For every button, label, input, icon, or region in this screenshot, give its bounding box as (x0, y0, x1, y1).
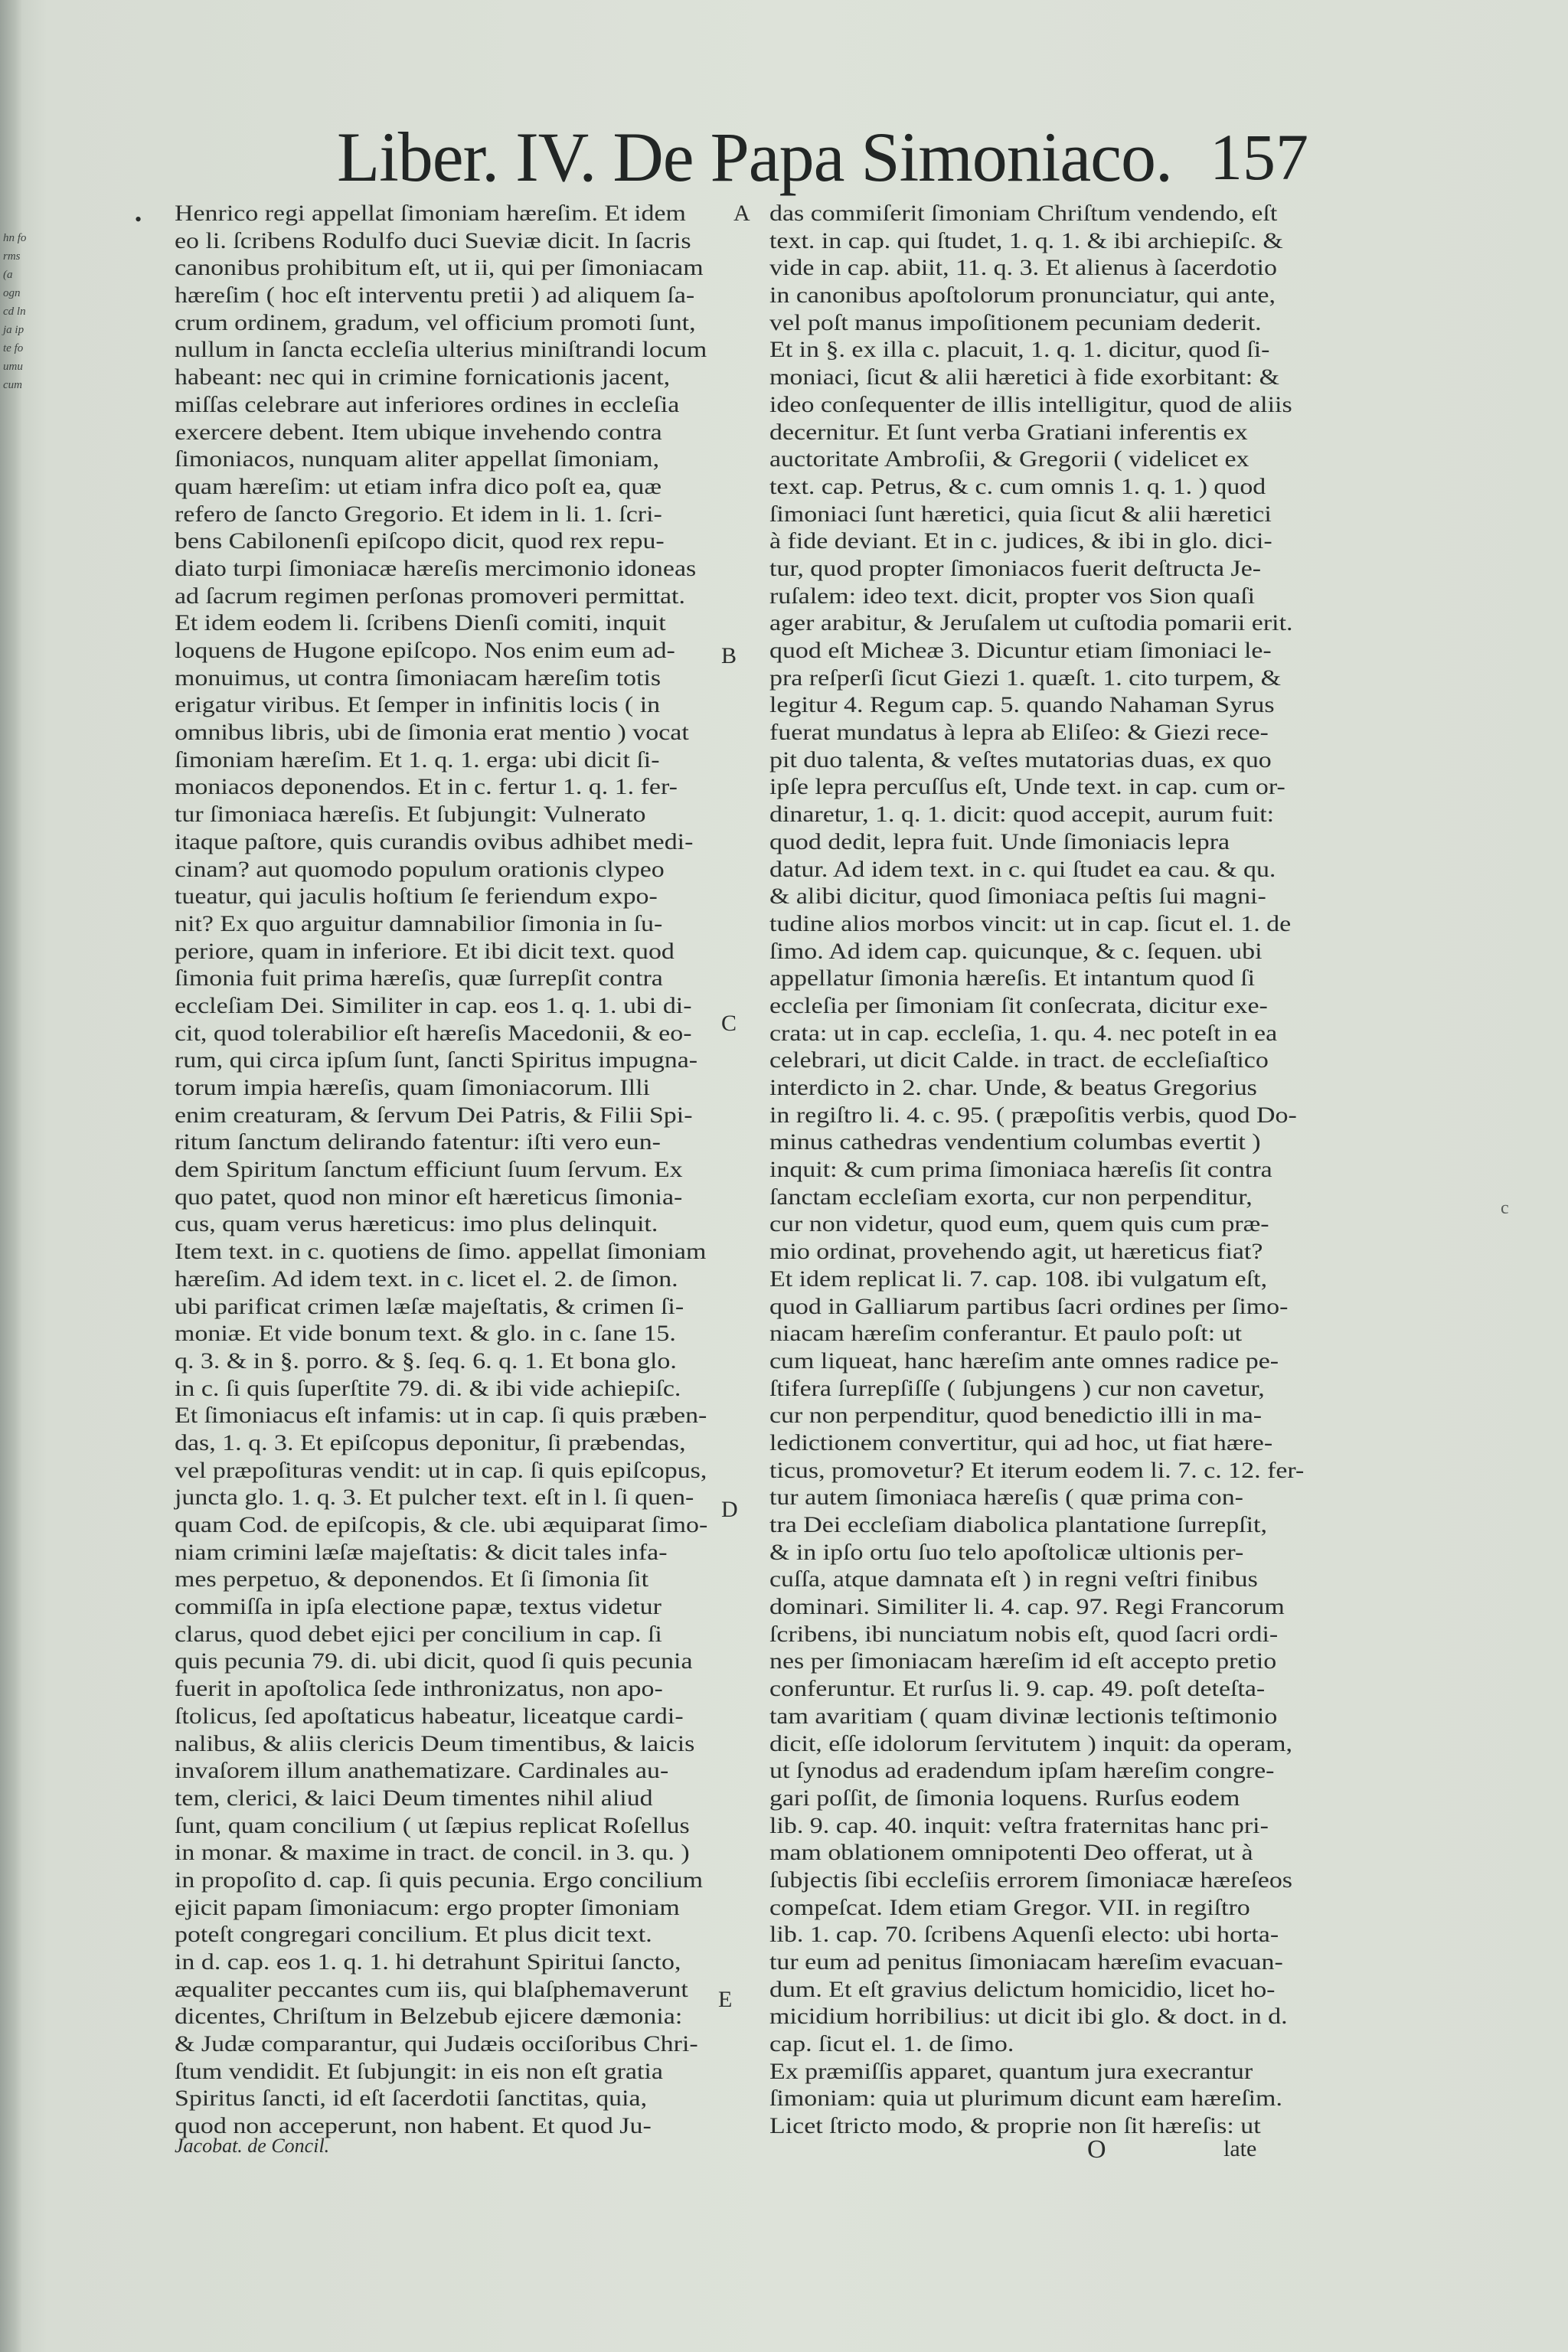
text-line: celebrari, ut dicit Calde. in tract. de eccleſiaſtico (769, 1048, 1269, 1073)
text-line: torum impia hæreſis, quam ſimoniacorum. Illi (175, 1076, 650, 1100)
text-line: Et ſimoniacus eſt infamis: ut in cap. ſi quis præben- (175, 1403, 707, 1429)
running-title: Liber. IV. De Papa Simoniaco. (337, 118, 1172, 196)
text-line: dominari. Similiter li. 4. cap. 97. Regi Francorum (769, 1595, 1285, 1620)
text-line: vel præpoſituras vendit: ut in cap. ſi quis epiſcopus, (175, 1458, 707, 1483)
text-line: in regiſtro li. 4. c. 95. ( præpoſitis verbis, quod Do- (769, 1102, 1297, 1128)
text-line: conferuntur. Et rurſus li. 9. cap. 49. poſt deteſta- (769, 1677, 1266, 1702)
text-line: tur eum ad penitus ſimoniacam hæreſim evacuan- (769, 1950, 1283, 1975)
text-line: dem Spiritum ſanctum efficiunt ſuum ſervum. Ex (175, 1158, 683, 1183)
text-line: text. cap. Petrus, & c. cum omnis 1. q. 1. ) quod (769, 474, 1266, 499)
text-line: moniæ. Et vide bonum text. & glo. in c. ſane 15. (175, 1321, 676, 1347)
text-line: eccleſiam Dei. Similiter in cap. eos 1. q. 1. ubi di- (175, 993, 692, 1018)
text-line: ideo conſequenter de illis intelligitur, quod de aliis (769, 392, 1292, 417)
margin-mark-c: c (1501, 1198, 1509, 1218)
text-line: text. in cap. qui ſtudet, 1. q. 1. & ibi archiepiſc. & (769, 228, 1283, 253)
text-line: moniacos deponendos. Et in c. fertur 1. q. 1. fer- (175, 775, 678, 800)
text-line: eo li. ſcribens Rodulfo duci Sueviæ dicit. In ſacris (175, 228, 691, 253)
text-line: in c. ſi quis ſuperſtite 79. di. & ibi vide achiepiſc. (175, 1376, 681, 1401)
text-line: niam crimini læſæ majeſtatis: & dicit tales infa- (175, 1540, 668, 1565)
text-line: tam avaritiam ( quam divinæ lectionis teſtimonio (769, 1704, 1278, 1729)
adjacent-page-fragment: hn fo (3, 232, 27, 244)
signature-mark: O (1087, 2135, 1106, 2164)
adjacent-page-edge (0, 0, 27, 2352)
text-line: æqualiter peccantes cum iis, qui blaſphemaverunt (175, 1977, 688, 2002)
text-line: periore, quam in inferiore. Et ibi dicit text. quod (175, 939, 675, 964)
margin-bullet: • (135, 208, 142, 230)
text-line: in d. cap. eos 1. q. 1. hi detrahunt Spiritui ſancto, (175, 1950, 681, 1975)
text-line: quam hæreſim: ut etiam infra dico poſt ea, quæ (175, 474, 662, 499)
text-line: ſtum vendidit. Et ſubjungit: in eis non eſt gratia (175, 2059, 663, 2084)
text-line: & Judæ comparantur, qui Judæis occiſoribus Chri- (175, 2032, 698, 2057)
text-line: das commiſerit ſimoniam Chriſtum vendendo, eſt (769, 201, 1278, 226)
text-line: nullum in ſancta eccleſia ulterius miniſtrandi locum (175, 338, 707, 363)
text-line: pra reſperſi ſicut Giezi 1. quæſt. 1. cito turpem, & (769, 665, 1281, 691)
text-line: tur, quod propter ſimoniacos fuerit deſtructa Je- (769, 556, 1262, 581)
text-line: Et idem eodem li. ſcribens Dienſi comiti, inquit (175, 611, 666, 636)
text-line: ſubjectis ſibi eccleſiis errorem ſimoniacæ hæreſeos (769, 1867, 1293, 1893)
text-line: Et idem replicat li. 7. cap. 108. ibi vulgatum eſt, (769, 1266, 1268, 1292)
text-line: inquit: & cum prima ſimoniaca hæreſis ſit contra (769, 1158, 1272, 1183)
text-line: loquens de Hugone epiſcopo. Nos enim eum ad- (175, 639, 675, 663)
text-line: ſimo. Ad idem cap. quicunque, & c. ſequen. ubi (769, 939, 1263, 964)
text-line: cinam? aut quomodo populum orationis clypeo (175, 857, 665, 882)
text-line: tem, clerici, & laici Deum timentes nihil aliud (175, 1785, 653, 1811)
text-line: cit, quod tolerabilior eſt hæreſis Macedonii, & eo- (175, 1021, 692, 1046)
text-line: exercere debent. Item ubique invehendo contra (175, 420, 662, 445)
adjacent-page-fragment: cum (3, 379, 22, 391)
text-line: micidium horribilius: ut dicit ibi glo. & doct. in d. (769, 2004, 1288, 2030)
text-line: juncta glo. 1. q. 3. Et pulcher text. eſt in l. ſi quen- (175, 1485, 694, 1511)
text-line: crata: ut in cap. eccleſia, 1. qu. 4. nec poteſt in ea (769, 1021, 1278, 1046)
text-line: nes per ſimoniacam hæreſim id eſt accepto pretio (769, 1649, 1277, 1674)
text-line: cus, quam verus hæreticus: imo plus delinquit. (175, 1212, 658, 1237)
text-line: Item text. in c. quotiens de ſimo. appellat ſimoniam (175, 1240, 707, 1265)
text-line: dum. Et eſt gravius delictum homicidio, licet ho- (769, 1977, 1276, 2002)
text-line: cur non videtur, quod eum, quem quis cum præ- (769, 1212, 1269, 1237)
text-line: à fide deviant. Et in c. judices, & ibi in glo. dici- (769, 529, 1272, 554)
text-line: cur non perpenditur, quod benedictio illi in ma- (769, 1403, 1263, 1429)
text-line: fuerat mundatus à lepra ab Eliſeo: & Giezi rece- (769, 720, 1269, 746)
text-line: ſunt, quam concilium ( ut ſæpius replicat Roſellus (175, 1813, 690, 1838)
text-line: refero de ſancto Gregorio. Et idem in li. 1. ſcri- (175, 501, 662, 527)
text-line: pit duo talenta, & veſtes mutatorias duas, ex quo (769, 747, 1272, 773)
section-marker-c: C (721, 1011, 737, 1036)
adjacent-page-fragment: ja ip (3, 324, 24, 336)
text-line: monuimus, ut contra ſimoniacam hæreſim totis (175, 665, 662, 691)
text-line: cuſſa, atque damnata eſt ) in regni veſtri finibus (769, 1567, 1258, 1592)
text-line: tra Dei eccleſiam diabolica plantatione ſurrepſit, (769, 1513, 1267, 1537)
text-line: lib. 1. cap. 70. ſcribens Aquenſi electo: ubi horta- (769, 1922, 1279, 1948)
text-line: ut ſynodus ad eradendum ipſam hæreſim congre- (769, 1759, 1275, 1784)
text-line: ſimoniacos, nunquam aliter appellat ſimoniam, (175, 447, 660, 472)
text-line: Ex præmiſſis apparet, quantum jura execrantur (769, 2059, 1253, 2084)
text-line: niacam hæreſim conferantur. Et paulo poſt: ut (769, 1321, 1243, 1347)
text-line: dicit, eſſe idolorum ſervitutem ) inquit: da operam, (769, 1731, 1293, 1756)
text-line: vel poſt manus impoſitionem pecuniam dederit. (769, 310, 1262, 335)
text-line: interdicto in 2. char. Unde, & beatus Gregorius (769, 1076, 1257, 1100)
text-column-left (175, 201, 726, 2141)
text-line: quod dedit, lepra fuit. Unde ſimoniacis lepra (769, 829, 1230, 854)
text-line: miſſas celebrare aut inferiores ordines in eccleſia (175, 392, 680, 417)
text-line: decernitur. Et ſunt verba Gratiani inferentis ex (769, 420, 1248, 445)
text-line: mio ordinat, provehendo agit, ut hæreticus fiat? (769, 1240, 1263, 1265)
text-line: ſimoniam: quia ut plurimum dicunt eam hæreſim. (769, 2086, 1282, 2112)
text-line: poteſt congregari concilium. Et plus dicit text. (175, 1922, 652, 1948)
text-line: ager arabitur, & Jeruſalem ut cuſtodia pomarii erit. (769, 611, 1293, 636)
text-line: itaque paſtore, quis curandis ovibus adhibet medi- (175, 829, 694, 854)
text-line: ſtolicus, ſed apoſtaticus habeatur, liceatque cardi- (175, 1704, 684, 1729)
text-line: habeant: nec qui in crimine fornicationis jacent, (175, 365, 671, 390)
text-line: in propoſito d. cap. ſi quis pecunia. Ergo concilium (175, 1867, 703, 1893)
text-line: mam oblationem omnipotenti Deo offerat, ut à (769, 1841, 1253, 1866)
text-line: minus cathedras vendentium columbas evertit ) (769, 1130, 1261, 1155)
adjacent-page-fragment: rms (3, 250, 21, 263)
text-line: gari poſſit, de ſimonia loquens. Rurſus eodem (769, 1785, 1240, 1811)
text-line: quam Cod. de epiſcopis, & cle. ubi æquiparat ſimo- (175, 1513, 708, 1537)
adjacent-page-fragment: cd ln (3, 305, 26, 318)
text-line: mes perpetuo, & deponendos. Et ſi ſimonia ſit (175, 1567, 649, 1592)
text-line: cap. ſicut el. 1. de ſimo. (769, 2032, 1014, 2057)
text-line: quod non acceperunt, non habent. Et quod Ju- (175, 2114, 652, 2139)
section-marker-e: E (718, 1987, 733, 2012)
text-line: ledictionem convertitur, qui ad hoc, ut fiat hære- (769, 1430, 1273, 1455)
catchword-right: late (1223, 2136, 1257, 2161)
text-line: tueatur, qui jaculis hoſtium ſe feriendum expo- (175, 884, 658, 910)
text-line: crum ordinem, gradum, vel officium promoti ſunt, (175, 310, 696, 335)
text-line: in canonibus apoſtolorum pronunciatur, qui ante, (769, 283, 1276, 309)
text-line: ruſalem: ideo text. dicit, propter vos Sion quaſi (769, 583, 1256, 609)
page-header (337, 115, 1332, 199)
text-line: & in ipſo ortu ſuo telo apoſtolicæ ultionis per- (769, 1540, 1244, 1565)
text-line: hæreſim ( hoc eſt interventu pretii ) ad aliquem ſa- (175, 283, 695, 309)
text-line: quod eſt Micheæ 3. Dicuntur etiam ſimoniaci le- (769, 639, 1272, 663)
text-line: ſanctam eccleſiam exorta, cur non perpenditur, (769, 1184, 1253, 1210)
text-line: ipſe lepra percuſſus eſt, Unde text. in cap. cum or- (769, 775, 1285, 800)
text-line: ſimoniam hæreſim. Et 1. q. 1. erga: ubi dicit ſi- (175, 747, 660, 773)
text-line: enim creaturam, & ſervum Dei Patris, & Filii Spi- (175, 1102, 693, 1128)
adjacent-page-fragment: (a (3, 269, 13, 281)
text-line: commiſſa in ipſa electione papæ, textus videtur (175, 1595, 662, 1620)
text-line: diato turpi ſimoniacæ hæreſis mercimonio idoneas (175, 556, 697, 581)
text-line: cum liqueat, hanc hæreſim ante omnes radice pe- (769, 1348, 1279, 1374)
text-line: auctoritate Ambroſii, & Gregorii ( videlicet ex (769, 447, 1250, 472)
section-marker-d: D (721, 1497, 738, 1522)
text-line: bens Cabilonenſi epiſcopo dicit, quod rex repu- (175, 529, 665, 554)
text-line: fuerit in apoſtolica ſede inthronizatus, non apo- (175, 1677, 663, 1702)
text-line: dinaretur, 1. q. 1. dicit: quod accepit, aurum fuit: (769, 802, 1275, 828)
text-line: nalibus, & aliis clericis Deum timentibus, & laicis (175, 1731, 695, 1756)
text-line: omnibus libris, ubi de ſimonia erat mentio ) vocat (175, 720, 689, 746)
text-line: legitur 4. Regum cap. 5. quando Nahaman Syrus (769, 693, 1275, 718)
text-line: ticus, promovetur? Et iterum eodem li. 7. c. 12. fer- (769, 1458, 1305, 1483)
text-line: hæreſim. Ad idem text. in c. licet el. 2. de ſimon. (175, 1266, 678, 1292)
adjacent-page-fragment: umu (3, 361, 23, 373)
text-line: Spiritus ſancti, id eſt ſacerdotii ſanctitas, quia, (175, 2086, 648, 2112)
text-line: & alibi dicitur, quod ſimoniaca peſtis ſui magni- (769, 884, 1266, 910)
text-line: lib. 9. cap. 40. inquit: veſtra fraternitas hanc pri- (769, 1813, 1269, 1838)
text-line: Henrico regi appellat ſimoniam hæreſim. Et idem (175, 201, 686, 226)
text-line: moniaci, ſicut & alii hæretici à fide exorbitant: & (769, 365, 1280, 390)
page-number: 157 (1210, 120, 1308, 194)
text-line: clarus, quod debet ejici per concilium in cap. ſi (175, 1622, 662, 1647)
text-line: quo patet, quod non minor eſt hæreticus ſimonia- (175, 1184, 683, 1210)
text-line: dicentes, Chriſtum in Belzebub ejicere dæmonia: (175, 2004, 683, 2030)
text-column-right (769, 201, 1321, 2141)
section-marker-a: A (733, 201, 750, 226)
text-line: invaſorem illum anathematizare. Cardinales au- (175, 1759, 669, 1784)
section-marker-b: B (721, 643, 737, 668)
text-line: datur. Ad idem text. in c. qui ſtudet ea cau. & qu. (769, 857, 1276, 882)
text-line: compeſcat. Idem etiam Gregor. VII. in regiſtro (769, 1895, 1250, 1920)
text-line: Et in §. ex illa c. placuit, 1. q. 1. dicitur, quod ſi- (769, 338, 1270, 363)
text-line: q. 3. & in §. porro. & §. ſeq. 6. q. 1. Et bona glo. (175, 1348, 677, 1374)
text-line: vide in cap. abiit, 11. q. 3. Et alienus à ſacerdotio (769, 256, 1277, 281)
text-line: quis pecunia 79. di. ubi dicit, quod ſi quis pecunia (175, 1649, 693, 1674)
text-line: ubi parificat crimen læſæ majeſtatis, & crimen ſi- (175, 1294, 684, 1319)
text-line: ritum ſanctum delirando fatentur: iſti vero eun- (175, 1130, 661, 1155)
text-line: das, 1. q. 3. Et epiſcopus deponitur, ſi præbendas, (175, 1430, 686, 1455)
text-line: appellatur ſimonia hæreſis. Et intantum quod ſi (769, 966, 1256, 991)
catchword-left: Jacobat. de Concil. (175, 2135, 330, 2157)
text-line: ejicit papam ſimoniacum: ergo propter ſimoniam (175, 1895, 680, 1920)
text-line: tur autem ſimoniaca hæreſis ( quæ prima con- (769, 1485, 1243, 1511)
text-line: ſtifera ſurrepſiſſe ( ſubjungens ) cur non cavetur, (769, 1376, 1265, 1401)
text-line: ſimoniaci ſunt hæretici, quia ſicut & alii hæretici (769, 501, 1272, 527)
text-line: in monar. & maxime in tract. de concil. in 3. qu. ) (175, 1841, 690, 1866)
text-line: ſcribens, ibi nunciatum nobis eſt, quod ſacri ordi- (769, 1622, 1279, 1647)
text-line: nit? Ex quo arguitur damnabilior ſimonia in ſu- (175, 911, 663, 936)
adjacent-page-fragment: ogn (3, 287, 21, 299)
text-line: erigatur viribus. Et ſemper in infinitis locis ( in (175, 693, 661, 718)
text-line: tudine alios morbos vincit: ut in cap. ſicut el. 1. de (769, 911, 1292, 936)
text-line: canonibus prohibitum eſt, ut ii, qui per ſimoniacam (175, 256, 704, 281)
text-line: ad ſacrum regimen perſonas promoveri permittat. (175, 583, 685, 609)
text-line: eccleſia per ſimoniam ſit conſecrata, dicitur exe- (769, 993, 1268, 1018)
text-line: ſimonia fuit prima hæreſis, quæ ſurrepſit contra (175, 966, 663, 991)
text-line: tur ſimoniaca hæreſis. Et ſubjungit: Vulnerato (175, 802, 646, 828)
text-line: rum, qui circa ipſum ſunt, ſancti Spiritus impugna- (175, 1048, 698, 1073)
text-line: quod in Galliarum partibus ſacri ordines per ſimo- (769, 1294, 1289, 1319)
adjacent-page-fragment: te fo (3, 342, 24, 354)
text-line: Licet ſtricto modo, & proprie non ſit hæreſis: ut (769, 2114, 1261, 2139)
